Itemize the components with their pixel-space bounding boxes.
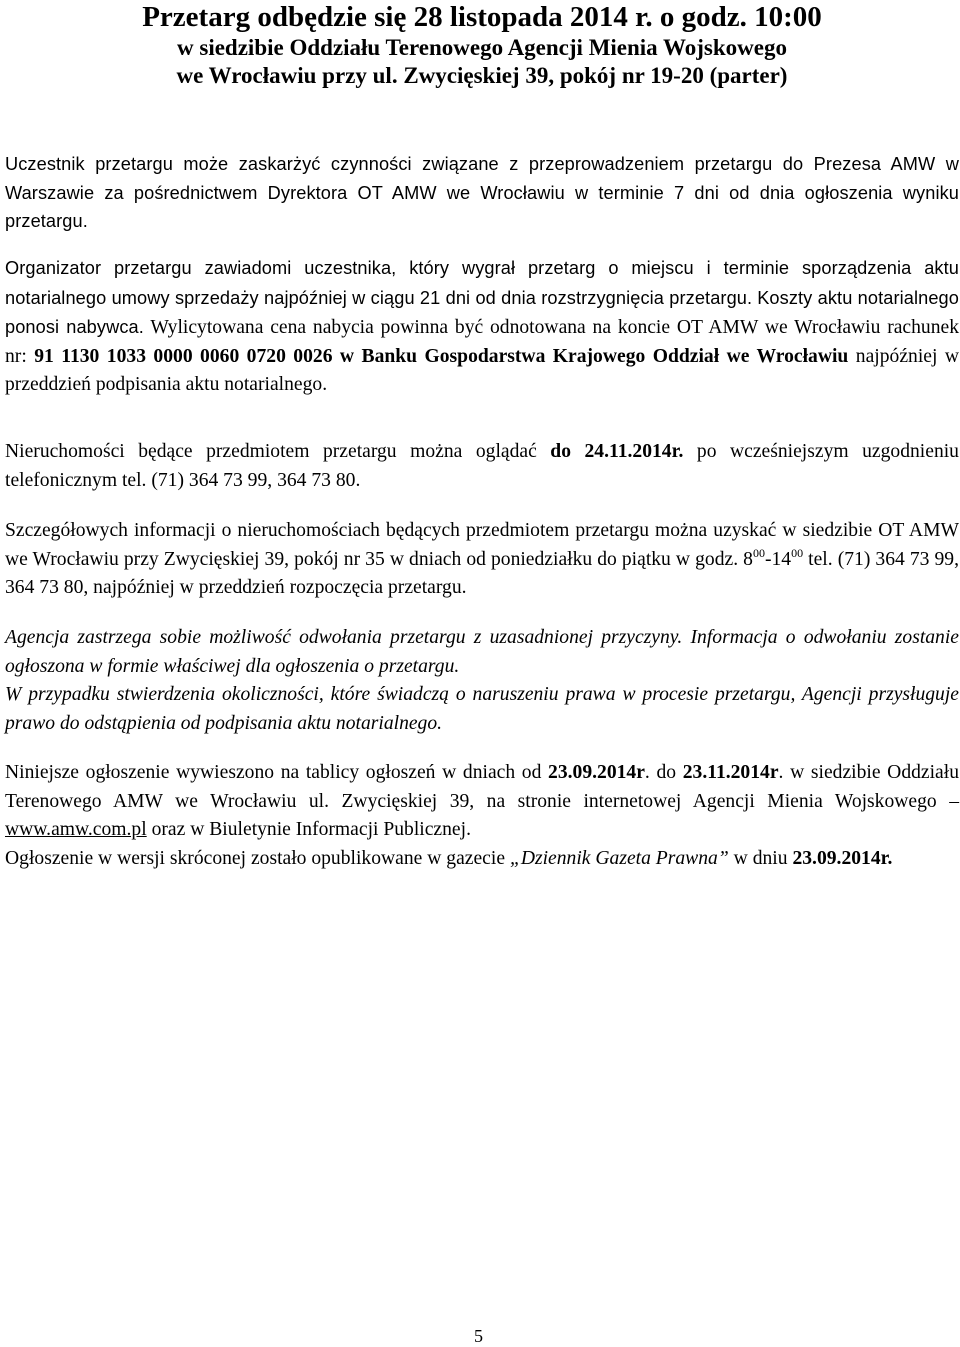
hour-from-minutes: 00 [752,545,765,560]
details-paragraph [5,517,959,603]
auction-header [5,0,959,90]
posting-text-4: oraz w Biuletynie Informacji Publicznej. [151,819,471,840]
posting-text-2: . do [644,762,677,783]
posting-text [5,759,959,845]
details-text-2: -14 [764,548,792,570]
viewing-date: do 24.11.2014r. [550,441,684,462]
details-text-3: tel. (71) 364 73 99, 364 73 80, najpóźniej w przeddzień rozpoczęcia przetargu. [5,548,959,598]
complaint-paragraph [5,150,959,236]
complaint-text: Uczestnik przetargu może zaskarżyć czynności związane z przeprowadzeniem przetargu do Prezesa AMW w Warszawie za pośrednictwem Dyrektora OT AMW we Wrocławiu w terminie 7 dni od dnia ogłoszenia wyniku przetargu. [5,154,959,231]
document-page [5,0,960,869]
publication-text-1: Ogłoszenie w wersji skróconej zostało opublikowane w gazecie [5,847,506,869]
auction-date-line: Przetarg odbędzie się 28 listopada 2014 r. o godz. 10:00 [142,1,822,33]
publication-text [5,845,959,874]
hour-to-minutes: 00 [791,545,804,560]
notary-text-1: Organizator przetargu zawiadomi uczestnika, który wygrał przetarg o miejscu i terminie sporządzenia aktu notarialnego umowy sprzedaży najpóźniej w ciągu 21 dni od dnia rozstrzygnięcia przetargu. [5,258,959,308]
posting-date-from: 23.09.2014r [548,762,645,783]
reservation-paragraph [5,624,959,738]
auction-address-line: we Wrocławiu przy ul. Zwycięskiej 39, pokój nr 19-20 (parter) [176,63,788,88]
reservation-text-1: Agencja zastrzega sobie możliwość odwołania przetargu z uzasadnionej przyczyny. Informacja o odwołaniu zostanie ogłoszona w formie właściwej dla ogłoszenia o przetargu. [5,627,959,677]
auction-location-line: w siedzibie Oddziału Terenowego Agencji Mienia Wojskowego [177,35,787,60]
notary-text-4: najpóźniej w przeddzień podpisania aktu notarialnego. [5,345,959,395]
notary-text-3: Wylicytowana cena nabycia powinna być odnotowana na koncie OT AMW we Wrocławiu rachunek nr: [5,317,960,367]
details-text-1: Szczegółowych informacji o nieruchomościach będących przedmiotem przetargu można uzyskać w siedzibie OT AMW we Wrocławiu przy Zwycięskiej 39, pokój nr 35 w dniach od poniedziałku do piątku w godz. 8 [5,520,959,570]
notary-text-2: Koszty aktu notarialnego ponosi nabywca. [5,287,959,337]
viewing-text [5,438,959,495]
posting-date-to: 23.11.2014r [682,762,779,783]
newspaper-name: „Dziennik Gazeta Prawna” [509,847,729,869]
details-text [5,517,959,603]
publication-date: 23.09.2014r. [792,847,893,869]
viewing-text-2: po wcześniejszym uzgodnieniu telefonicznym tel. (71) 364 73 99, 364 73 80. [5,441,959,491]
reservation-text-2: W przypadku stwierdzenia okoliczności, które świadczą o naruszeniu prawa w procesie przetargu, Agencji przysługuje prawo do odstąpienia od podpisania aktu notarialnego. [5,684,959,734]
viewing-paragraph [5,438,959,495]
posting-text-3: . w siedzibie Oddziału Terenowego AMW we Wrocławiu ul. Zwycięskiej 39, na stronie internetowej Agencji Mienia Wojskowego – [5,762,959,812]
viewing-text-1: Nieruchomości będące przedmiotem przetargu można oglądać [5,441,537,462]
page-number: 5 [474,1326,483,1346]
publication-text-2: w dniu [733,847,788,869]
posting-paragraph [5,759,959,873]
posting-text-1: Niniejsze ogłoszenie wywieszono na tablicy ogłoszeń w dniach od [5,762,542,783]
amw-website-link[interactable]: www.amw.com.pl [5,819,147,840]
notary-paragraph [5,254,959,400]
bank-account: 91 1130 1033 0000 0060 0720 0026 w Banku Gospodarstwa Krajowego Oddział we Wrocławiu [34,345,849,367]
notary-text [5,254,959,400]
